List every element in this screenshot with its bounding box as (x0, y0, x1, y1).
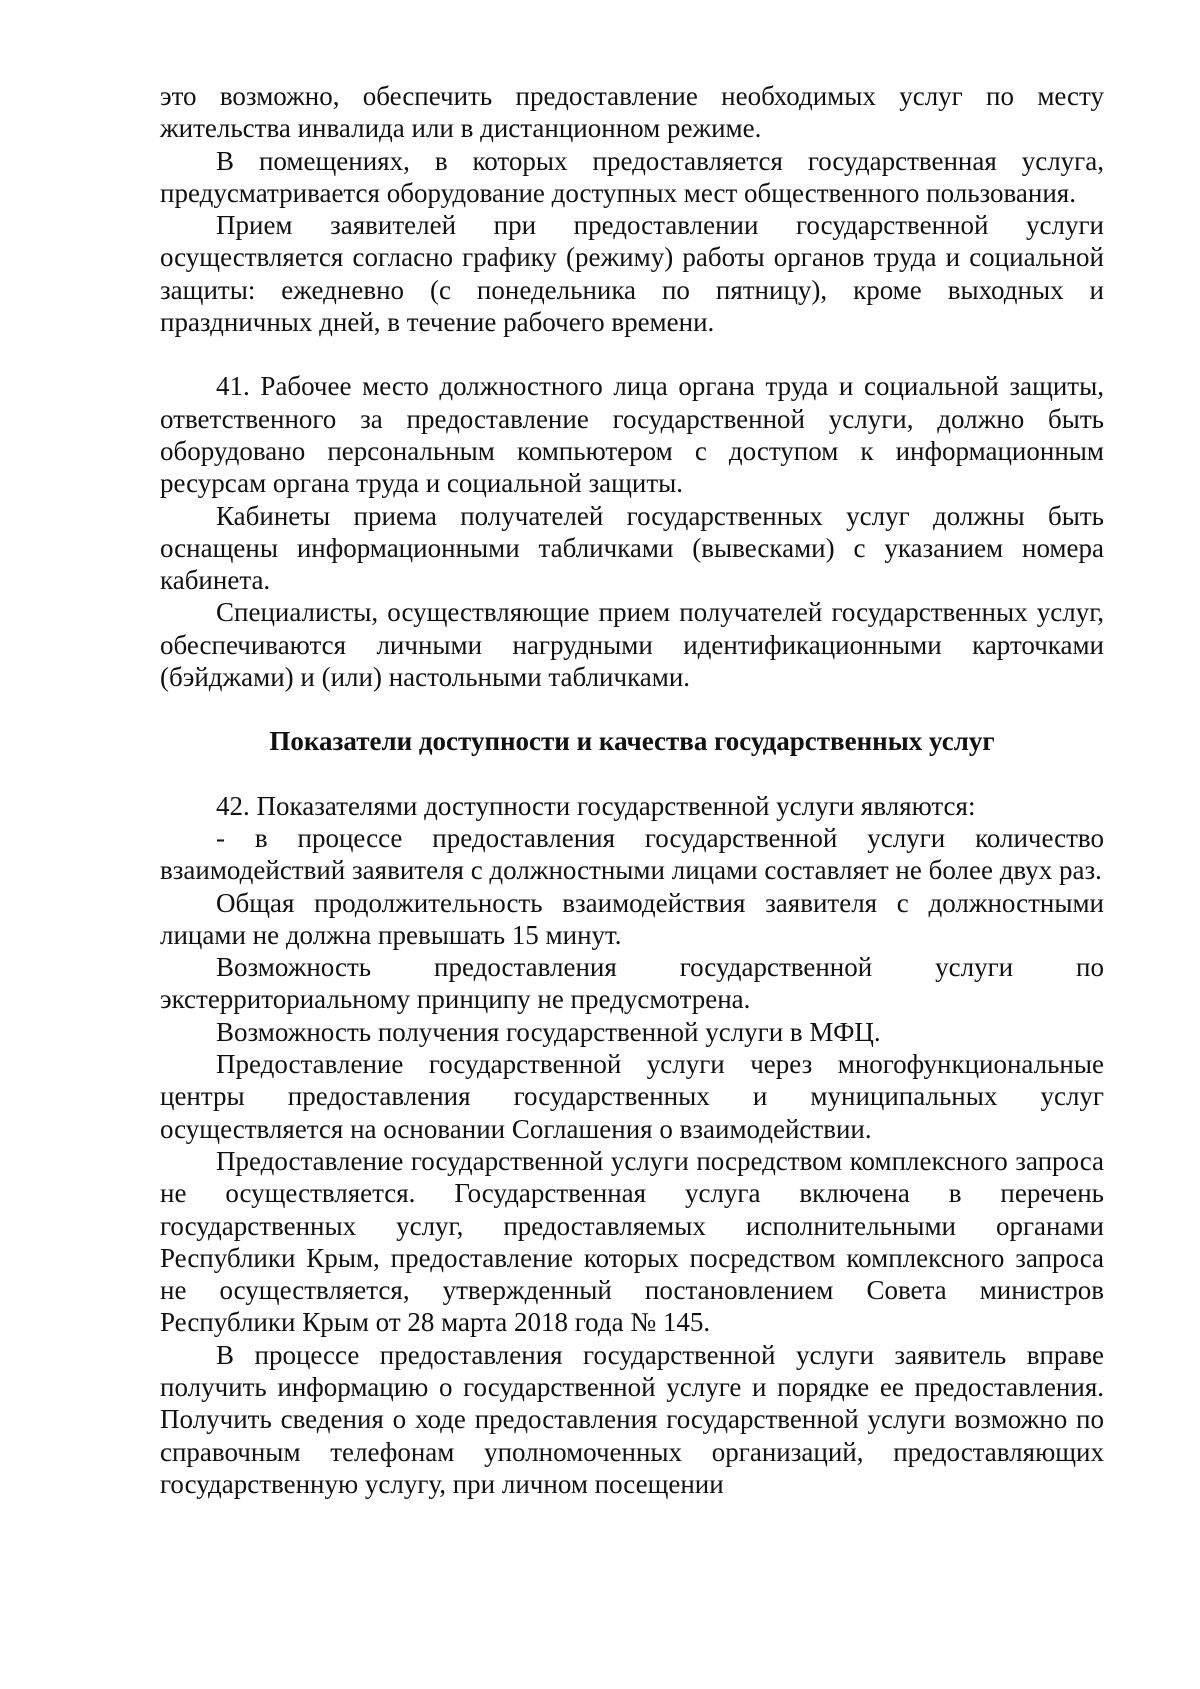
paragraph-42-duration: Общая продолжительность взаимодействия заявителя с должностными лицами не должна превышать 15 минут. (160, 887, 1104, 950)
paragraph-42-intro: 42. Показателями доступности государственной услуги являются: (216, 790, 976, 821)
spacer (160, 693, 1104, 725)
spacer (160, 758, 1104, 790)
paragraph-41-specialists: Специалисты, осуществляющие прием получателей государственных услуг, обеспечиваются личными нагрудными идентификационными карточками (бэйджами) и (или) настольными табличками. (160, 597, 1104, 693)
spacer (160, 338, 1104, 370)
paragraph-41-cabinets: Кабинеты приема получателей государственных услуг должны быть оснащены информационными табличками (вывесками) с указанием номера кабинета. (160, 500, 1104, 596)
paragraph-premises: В помещениях, в которых предоставляется государственная услуга, предусматривается оборудование доступных мест общественного пользования. (160, 145, 1104, 208)
paragraph-42-mfc-agreement: Предоставление государственной услуги через многофункциональные центры предоставления государственных и муниципальных услуг осуществляется на основании Соглашения о взаимодействии. (160, 1049, 1104, 1144)
document-page (160, 80, 1104, 1500)
paragraph-42-information: В процессе предоставления государственной услуги заявитель вправе получить информацию о государственной услуге и порядке ее предоставления. Получить сведения о ходе предоставления государственной услуги возможно по справочным телефонам уполномоченных организаций, предоставляющих государственную услугу, при личном посещении (160, 1339, 1104, 1499)
section-heading: Показатели доступности и качества государственных услуг (269, 726, 995, 757)
paragraph-42-mfc: Возможность получения государственной услуги в МФЦ. (216, 1016, 881, 1047)
paragraph-continuation: это возможно, обеспечить предоставление необходимых услуг по месту жительства инвалида или в дистанционном режиме. (160, 81, 1104, 144)
paragraph-42-interactions: - в процессе предоставления государственной услуги количество взаимодействий заявителя с должностными лицами составляет не более двух раз. (160, 822, 1104, 886)
paragraph-41-workplace: 41. Рабочее место должностного лица органа труда и социальной защиты, ответственного за предоставление государственной услуги, должно быть оборудовано персональным компьютером с доступом к информационным ресурсам органа труда и социальной защиты. (160, 371, 1104, 499)
paragraph-42-complex-request: Предоставление государственной услуги посредством комплексного запроса не осуществляется. Государственная услуга включена в перечень государственных услуг, предоставляемых исполнительными органами Республики Крым, предоставление которых посредством комплексного запроса не осуществляется, утвержденный постановлением Совета министров Республики Крым от 28 марта 2018 года № 145. (160, 1145, 1104, 1338)
paragraph-reception-schedule: Прием заявителей при предоставлении государственной услуги осуществляется согласно графику (режиму) работы органов труда и социальной защиты: ежедневно (с понедельника по пятницу), кроме выходных и праздничных дней, в течение рабочего времени. (160, 210, 1104, 338)
paragraph-42-extraterritorial: Возможность предоставления государственной услуги по экстерриториальному принципу не предусмотрена. (160, 952, 1104, 1015)
